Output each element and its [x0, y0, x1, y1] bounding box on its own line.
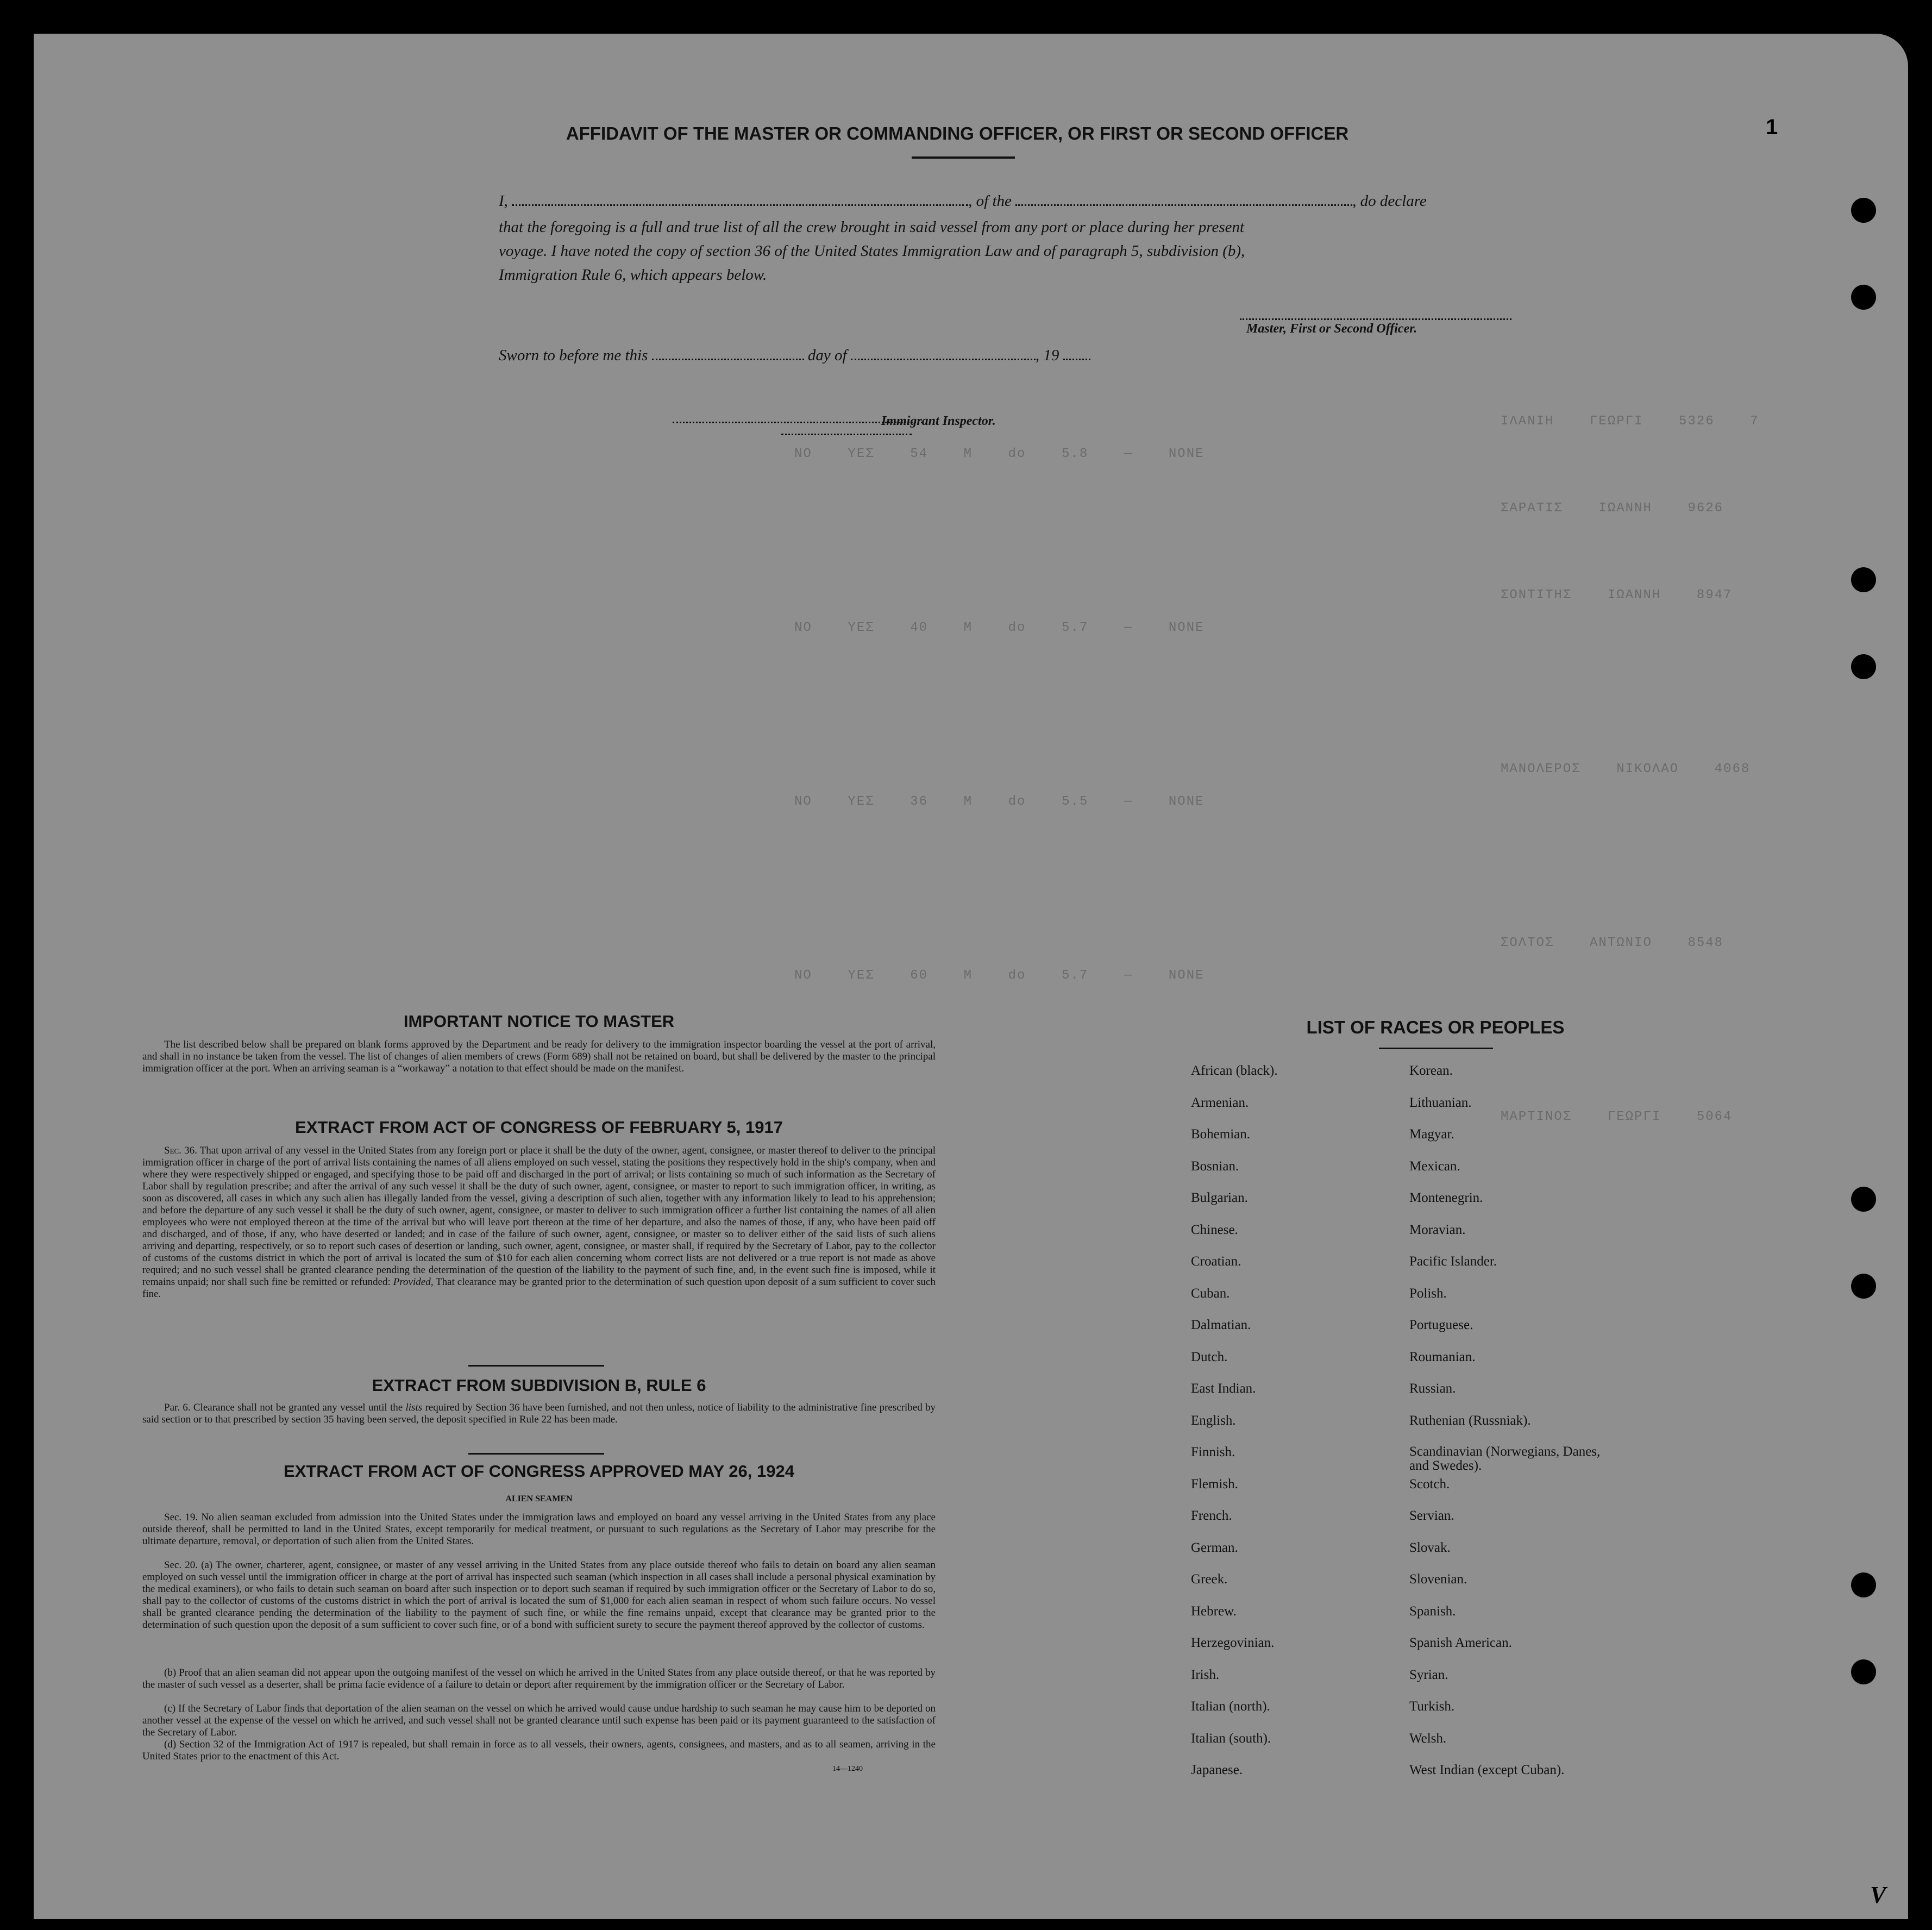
race-item: Italian (south). — [1191, 1731, 1271, 1746]
race-item: Moravian. — [1409, 1222, 1466, 1237]
race-item: Scandinavian (Norwegians, Danes, and Swedes). — [1409, 1444, 1601, 1473]
page-mark-bottom: V — [1870, 1882, 1886, 1908]
race-item: Pacific Islander. — [1409, 1254, 1497, 1269]
vessel-blank — [1015, 191, 1352, 206]
sec36-body: That upon arrival of any vessel in the United States from any foreign port or place it shall be the duty of the owner, agent, consignee, or master thereof to deliver to the principal immigration officer in charge of the port of arrival lists containing the names of all aliens employed on such vessel, stating the positions they respectively hold in the ship's company, when and where they were respectively shipped or engaged, and specifying those to be paid off and discharged in the port of arrival; or lists containing so much of such information as the Secretary of Labor shall by regulation prescribe; and after the arrival of any such vessel it shall be the duty of such owner, agent, consignee, or master to report to such immigration officer, in writing, as soon as discovered, all cases in which any such alien has illegally landed from the vessel, giving a description of such alien, together with any information likely to lead to his apprehension; and before the departure of any such vessel it shall be the duty of such owner, agent, consignee, or master to deliver to such immigration officer a further list containing the names of all alien employees who were not employed thereon at the time of the arrival but who will leave port thereon at the time of her departure, and also the names of those, if any, who have been paid off and discharged, and of those, if any, who have deserted or landed; and in case of the failure of such owner, agent, consignee, or master so to deliver either of the said lists of such aliens arriving and departing, respectively, or so to report such cases of desertion or landing, such owner, agent, consignee, or master shall, if required by the Secretary of Labor, pay to the collector of customs of the customs district in which the port of arrival is located the sum of $10 for each alien concerning whom correct lists are not delivered or a true report is not made as above required; and no such vessel shall be granted clearance pending the determination of the question of the liability to the payment of such fine, and, in the event such fine is imposed, while it remains unpaid; nor shall such fine be remitted or refunded: — [142, 1145, 936, 1288]
race-item: Lithuanian. — [1409, 1095, 1472, 1110]
race-item: Hebrew. — [1191, 1603, 1237, 1619]
races-title-rule — [1379, 1048, 1493, 1049]
races-title: LIST OF RACES OR PEOPLES — [1306, 1017, 1565, 1037]
title-rule — [912, 156, 1015, 159]
race-item: Roumanian. — [1409, 1349, 1476, 1364]
notice-title: IMPORTANT NOTICE TO MASTER — [403, 1012, 675, 1031]
sec36-proviso: Provided, — [393, 1276, 434, 1288]
race-item: Polish. — [1409, 1286, 1447, 1301]
race-item: Magyar. — [1409, 1127, 1454, 1142]
race-item: Dalmatian. — [1191, 1318, 1251, 1332]
binder-hole — [1851, 198, 1876, 223]
race-item: Japanese. — [1191, 1763, 1243, 1777]
sec20c-text: (c) If the Secretary of Labor finds that deportation of the alien seaman on the vessel on which he arrived would cause undue hardship to such seaman he may cause him to be deported on another vessel at the expense of the vessel on which he arrived, and such vessel shall not be granted clearance until such expense has been paid or its payment guaranteed to the satisfaction of the Secretary of Labor. — [142, 1703, 936, 1738]
sworn-day-blank — [652, 346, 804, 360]
race-item: Cuban. — [1191, 1286, 1230, 1301]
binder-hole — [1851, 1659, 1876, 1684]
sworn-year-blank — [1063, 346, 1090, 360]
binder-hole — [1851, 1187, 1876, 1212]
race-item: Russian. — [1409, 1381, 1456, 1396]
race-item: West Indian (except Cuban). — [1409, 1763, 1565, 1777]
races-column-2 — [1409, 1063, 1638, 1795]
inspector-signature-label: Immigrant Inspector. — [881, 414, 996, 428]
extract-1917-text — [142, 1145, 936, 1300]
race-item: Montenegrin. — [1409, 1190, 1483, 1205]
affidavit-i: I, — [499, 192, 508, 210]
binder-hole — [1851, 654, 1876, 679]
affidavit-line-1 — [499, 189, 1520, 213]
sworn-day-label: day of — [807, 347, 847, 364]
race-item: French. — [1191, 1508, 1232, 1523]
race-item: Bohemian. — [1191, 1127, 1251, 1142]
extract-1924-subtitle: ALIEN SEAMEN — [505, 1494, 573, 1503]
binder-hole — [1851, 1274, 1876, 1299]
race-item: Greek. — [1191, 1572, 1228, 1587]
race-item: Herzegovinian. — [1191, 1636, 1275, 1650]
sec19-text: Sec. 19. No alien seaman excluded from admission into the United States under the immigration laws and employed on board any vessel arriving in the United States from any place outside thereof, shall be permitted to land in the United States, except temporarily for medical treatment, or pursuant to such regulations as the Secretary of Labor may prescribe for the ultimate departure, removal, or deportation of such alien from the United States. — [142, 1512, 936, 1547]
race-item: Irish. — [1191, 1667, 1220, 1682]
race-item: African (black). — [1191, 1063, 1278, 1078]
race-item: German. — [1191, 1540, 1238, 1555]
race-item: Servian. — [1409, 1508, 1454, 1523]
sec36-label: Sec. 36. — [164, 1145, 197, 1156]
affidavit-line-3: voyage. I have noted the copy of section 36 of the United States Immigration Law and of paragraph 5, subdivision (b), — [499, 242, 1245, 260]
affidavit-of-the: , of the — [968, 192, 1012, 210]
sec20b-text: (b) Proof that an alien seaman did not appear upon the outgoing manifest of the vessel on which he arrived in the United States from any place outside thereof, or that he was reported by the master of such vessel as a deserter, shall be prima facie evidence of a failure to detain or deport after requirement by the immigration officer or the Secretary of Labor. — [142, 1667, 936, 1690]
affidavit-line-4: Immigration Rule 6, which appears below. — [499, 266, 767, 284]
extract-1917-title: EXTRACT FROM ACT OF CONGRESS OF FEBRUARY 5, 1917 — [295, 1118, 783, 1137]
race-item: Italian (north). — [1191, 1699, 1270, 1714]
race-item: Scotch. — [1409, 1476, 1450, 1492]
race-item: Slovenian. — [1409, 1572, 1467, 1587]
race-item: Dutch. — [1191, 1349, 1228, 1364]
race-item: Turkish. — [1409, 1699, 1455, 1714]
sworn-year-label: , 19 — [1035, 347, 1059, 364]
extract-1924-title: EXTRACT FROM ACT OF CONGRESS APPROVED MAY 26, 1924 — [284, 1462, 794, 1481]
binder-hole — [1851, 285, 1876, 310]
affidavit-declare: , do declare — [1352, 192, 1427, 210]
section-divider-2 — [468, 1453, 604, 1455]
sec36-end: That clearance may be granted prior to the determination of such question upon deposit of a sum sufficient to cover such fine. — [142, 1276, 936, 1300]
binder-hole — [1851, 567, 1876, 592]
notice-text: The list described below shall be prepared on blank forms approved by the Department and be ready for delivery to the immigration inspector boarding the vessel at the port of arrival, and shall in no instance be taken from the vessel. The list of changes of alien members of crews (Form 689) shall not be retained on board, but shall be delivered by the master to the principal immigration officer at the port. When an arriving seaman is a “workaway” a notation to that effect should be made on the manifest. — [142, 1039, 936, 1074]
sec20a-text: Sec. 20. (a) The owner, charterer, agent, consignee, or master of any vessel arriving in the United States from any place outside thereof who fails to detain on board any alien seaman employed on such vessel until the immigration officer in charge at the port of arrival has inspected such seaman (which inspection in all cases shall include a personal physical examination by the medical examiners), or who fails to detain such seaman on board after such inspection or to deport such seaman if required by such immigration officer or the Secretary of Labor to do so, shall pay to the collector of customs of the customs district in which the port of arrival is located the sum of $1,000 for each alien seaman in respect of whom such failure occurs. No vessel shall be granted clearance pending the determination of the liability to the payment of such fine, or while the fine remains unpaid, except that clearance may be granted prior to the determination of such question upon the deposit of a sum sufficient to cover such fine, or of a bond with sufficient surety to secure the payment thereof approved by the collector of customs. — [142, 1559, 936, 1631]
race-item: Croatian. — [1191, 1254, 1241, 1269]
race-item: Flemish. — [1191, 1476, 1238, 1492]
race-item: East Indian. — [1191, 1381, 1256, 1396]
subdivision-text — [142, 1402, 936, 1426]
subdivision-title: EXTRACT FROM SUBDIVISION B, RULE 6 — [372, 1376, 706, 1395]
par6-start: Par. 6. Clearance shall not be granted any vessel until the — [164, 1402, 403, 1413]
form-number: 14—1240 — [832, 1765, 863, 1773]
race-item: Syrian. — [1409, 1667, 1448, 1682]
master-signature-label: Master, First or Second Officer. — [1246, 322, 1417, 336]
race-item: Ruthenian (Russniak). — [1409, 1413, 1531, 1428]
race-item: English. — [1191, 1413, 1236, 1428]
name-blank — [512, 191, 968, 206]
par6-end: required by Section 36 have been furnished, and not then unless, notice of liability to the administrative fine prescribed by said section or to that prescribed by section 35 having been served, the deposit specified in Rule 22 has been made. — [142, 1402, 936, 1425]
binder-hole — [1851, 1572, 1876, 1597]
sworn-month-blank — [851, 346, 1036, 360]
race-item: Mexican. — [1409, 1158, 1460, 1174]
sworn-line — [499, 343, 1520, 367]
master-signature-line — [1240, 305, 1511, 320]
document-page: ΙΛΑΝΙΗ ΓΕΩΡΓΙ 5326 7 ΣΑΡΑΤΙΣ ΙΩΑΝΝΗ 9626 ΣΟΝΤΙΤΗΣ ΙΩΑΝΝΗ 8947 ΜΑΝΟΛΕΡΟΣ ΝΙΚΟΛΑΟ 4068 ΣΟΛΤΟΣ ΑΝΤΩΝΙΟ 8548 ΜΑΡΤΙΝΟΣ ΓΕΩΡΓΙ 5064 ΝΟ ΥΕΣ 54 Μ do 5.8 — ΝΟΝΕ ΝΟ ΥΕΣ 40 Μ do 5.7 — ΝΟΝΕ ΝΟ ΥΕΣ 36 Μ do 5.5 — ΝΟΝΕ ΝΟ ΥΕΣ 60 Μ do 5.7 — ΝΟΝΕ 1 V AFFIDAVIT OF THE MASTER OR COMMANDING OFFICER, OR FIRST OR SECOND OFFICER I, , of the , do declare that the foregoing is a full and true list of all the crew brought in said vessel from any port or place during her present voyage. I have noted the copy of section 36 of the United States Immigration Law and of paragraph 5, subdivision (b), Immigration Rule 6, which appears below. Master, First or Second Officer. Sworn to before me this day of , 19 Immigrant Inspector. IMPORTANT NOTICE TO MASTER The list described below shall be prepared on blank forms approved by the Department and be ready for delivery to the immigration inspector boarding the vessel at the port of arrival, and shall in no instance be taken from the vessel. The list of changes of alien members of crews (Form 689) shall not be retained on board, but shall be delivered by the master to the principal immigration officer at the port. When an arriving seaman is a “workaway” a notation to that effect should be made on the manifest. EXTRACT FROM ACT OF CONGRESS OF FEBRUARY 5, 1917 Sec. 36. That upon arrival of any vessel in the United States from any foreign port or place it shall be the duty of the owner, agent, consignee, or master thereof to deliver to the principal immigration officer in charge of the port of arrival lists containing the names of all aliens employed on such vessel, stating the positions they respectively hold in the ship's company, when and where they were respectively shipped or engaged, and specifying those to be paid off and discharged in the port of arrival; or lists containing so much of such information as the Secretary of Labor shall by regulation prescribe; and after the arrival of any such vessel it shall be the duty of such owner, agent, consignee, or master to report to such immigration officer, in writing, as soon as discovered, all cases in which any such alien has illegally landed from the vessel, giving a description of such alien, together with any information likely to lead to his apprehension; and before the departure of any such vessel it shall be the duty of such owner, agent, consignee, or master to deliver to such immigration officer a further list containing the names of all alien employees who were not employed thereon at the time of the arrival but who will leave port thereon at the time of her departure, and also the names of those, if any, who have been paid off and discharged, and of those, if any, who have deserted or landed; and in case of the failure of such owner, agent, consignee, or master so to deliver either of the said lists of such aliens arriving and departing, respectively, or so to report such cases of desertion or landing, such owner, agent, consignee, or master shall, if required by the Secretary of Labor, pay to the collector of customs of the customs district in which the port of arrival is located the sum of $10 for each alien concerning whom correct lists are not delivered or a true report is not made as above required; and no such vessel shall be granted clearance pending the determination of the question of the liability to the payment of such fine, and, in the event such fine is imposed, while it remains unpaid; nor shall such fine be remitted or refunded: Provided, That clearance may be granted prior to the determination of such question upon deposit of a sum sufficient to cover such fine. EXTRACT FROM SUBDIVISION B, RULE 6 Par. 6. Clearance shall not be granted any vessel until the lists required by Section 36 have been furnished, and not then unless, notice of liability to the administrative fine prescribed by said section or to that prescribed by section 35 having been served, the deposit specified in Rule 22 has been made. EXTRACT FROM ACT OF CONGRESS APPROVED MAY 26, 1924 ALIEN SEAMEN Sec. 19. No alien seaman excluded from admission into the United States under the immigration laws and employed on board any vessel arriving in the United States from any place outside thereof, shall be permitted to land in the United States, except temporarily for medical treatment, or pursuant to such regulations as the Secretary of Labor may prescribe for the ultimate departure, removal, or deportation of such alien from the United States. Sec. 20. (a) The owner, charterer, agent, consignee, or master of any vessel arriving in the United States from any place outside thereof who fails to detain on board any alien seaman employed on such vessel until the immigration officer in charge at the port of arrival has inspected such seaman (which inspection in all cases shall include a personal physical examination by the medical examiners), or who fails to detain such seaman on board after such inspection or to deport such seaman if required by such immigration officer or the Secretary of Labor to do so, shall pay to the collector of customs of the customs district in which the port of arrival is located the sum of $1,000 for each alien seaman in respect of whom such failure occurs. No vessel shall be granted clearance pending the determination of the liability to the payment of such fine, or while the fine remains unpaid, except that clearance may be granted prior to the determination of such question upon the deposit of a sum sufficient to cover such fine, or of a bond with sufficient surety to secure the payment thereof approved by the collector of customs. (b) Proof that an alien seaman did not appear upon the outgoing manifest of the vessel on which he arrived in the United States from any place outside thereof, or that he was reported by the master of such vessel as a deserter, shall be prima facie evidence of a failure to detain or deport after requirement by the immigration officer or the Secretary of Labor. (c) If the Secretary of Labor finds that deportation of the alien seaman on the vessel on which he arrived would cause undue hardship to such seaman he may cause him to be deported on another vessel at the expense of the vessel on which he arrived, and such vessel shall not be granted clearance until such expense has been paid or its payment guaranteed to the satisfaction of the Secretary of Labor. (d) Section 32 of the Immigration Act of 1917 is repealed, but shall remain in force as to all vessels, their owners, agents, consignees, and masters, and as to all seamen, arriving in the United States prior to the enactment of this Act. 14—1240 LIST OF RACES OR PEOPLES African (black). Armenian. Bohemian. Bosnian. Bulgarian. Chinese. Croatian. Cuban. Dalmatian. Dutch. East Indian. English. Finnish. Flemish. French. German. Greek. Hebrew. Herzegovinian. Irish. Italian (north). Italian (south). Japanese. Korean. Lithuanian. Magyar. Mexican. Montenegrin. Moravian. Pacific Islander. Polish. Portuguese. Roumanian. Russian. Ruthenian (Russniak). Scandinavian (Norwegians, Danes, and Swedes). Scotch. Servian. Slovak. Slovenian. Spanish. Spanish American. Syrian. Turkish. Welsh. West Indian (except Cuban). — [34, 34, 1908, 1919]
affidavit-line-2: that the foregoing is a full and true list of all the crew brought in said vessel from any port or place during her present — [499, 218, 1245, 236]
race-item: Welsh. — [1409, 1731, 1447, 1746]
race-item: Korean. — [1409, 1063, 1453, 1078]
section-divider — [468, 1365, 604, 1367]
race-item: Bulgarian. — [1191, 1190, 1248, 1205]
page-mark-top: 1 — [1766, 115, 1778, 139]
race-item: Spanish American. — [1409, 1636, 1512, 1650]
sworn-label: Sworn to before me this — [499, 347, 648, 364]
race-item: Chinese. — [1191, 1222, 1238, 1237]
race-item: Slovak. — [1409, 1540, 1451, 1555]
race-item: Bosnian. — [1191, 1158, 1239, 1174]
affidavit-title: AFFIDAVIT OF THE MASTER OR COMMANDING OFFICER, OR FIRST OR SECOND OFFICER — [566, 123, 1349, 143]
par6-lists: lists — [405, 1402, 423, 1413]
race-item: Finnish. — [1191, 1445, 1235, 1459]
sec20d-text: (d) Section 32 of the Immigration Act of 1917 is repealed, but shall remain in force as to all vessels, their owners, agents, consignees, and masters, and as to all seamen, arriving in the United States prior to the enactment of this Act. — [142, 1739, 936, 1762]
race-item: Spanish. — [1409, 1603, 1456, 1619]
race-item: Portuguese. — [1409, 1318, 1473, 1332]
races-column-1 — [1191, 1063, 1278, 1795]
race-item: Armenian. — [1191, 1095, 1249, 1110]
